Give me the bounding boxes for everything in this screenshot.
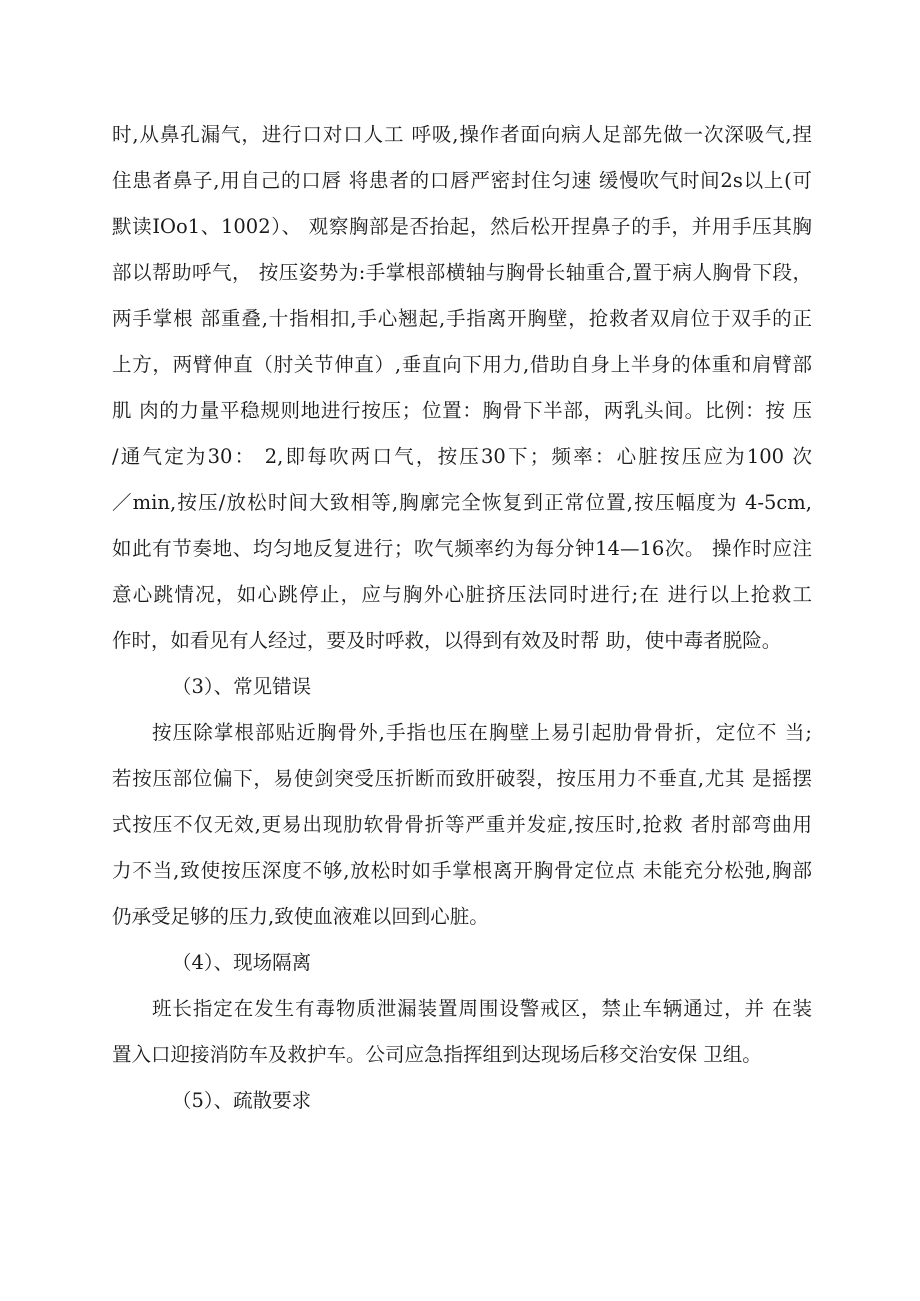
- section-heading-site-isolation: （4）、现场隔离: [172, 951, 312, 974]
- text-line: /通气定为30： 2,即每吹两口气，按压30下；频率：心脏按压应为100 次: [112, 445, 812, 468]
- text-line: 如此有节奏地、均匀地反复进行；吹气频率约为每分钟14—16次。 操作时应注: [112, 537, 812, 560]
- text-line: 力不当,致使按压深度不够,放松时如手掌根离开胸骨定位点 未能充分松弛,胸部: [112, 859, 812, 882]
- text-line: 上方，两臂伸直（肘关节伸直）,垂直向下用力,借助自身上半身的体重和肩臂部: [112, 353, 812, 376]
- text-line: 住患者鼻子,用自己的口唇 将患者的口唇严密封住匀速 缓慢吹气时间2s以上(可: [112, 169, 812, 192]
- text-line: 时,从鼻孔漏气，进行口对口人工 呼吸,操作者面向病人足部先做一次深吸气,捏: [112, 123, 812, 146]
- text-line: 置入口迎接消防车及救护车。公司应急指挥组到达现场后移交治安保 卫组。: [112, 1043, 762, 1066]
- section-heading-common-errors: （3）、常见错误: [172, 675, 312, 698]
- text-line: ／min,按压/放松时间大致相等,胸廓完全恢复到正常位置,按压幅度为 4-5cm,: [112, 491, 812, 514]
- text-line: 部以帮助呼气， 按压姿势为:手掌根部横轴与胸骨长轴重合,置于病人胸骨下段，: [112, 261, 812, 284]
- text-line: 默读IOo1、1002）、 观察胸部是否抬起，然后松开捏鼻子的手，并用手压其胸: [112, 215, 812, 238]
- text-line: 按压除掌根部贴近胸骨外,手指也压在胸壁上易引起肋骨骨折，定位不 当;: [152, 721, 812, 744]
- text-line: 作时，如看见有人经过，要及时呼救，以得到有效及时帮 助，使中毒者脱险。: [112, 629, 782, 652]
- paragraph-cpr-procedure: [112, 112, 812, 664]
- text-line: 肌 肉的力量平稳规则地进行按压；位置：胸骨下半部，两乳头间。比例：按 压: [112, 399, 812, 422]
- paragraph-site-isolation: [112, 986, 812, 1078]
- document-body: [112, 112, 812, 1124]
- text-line: 两手掌根 部重叠,十指相扣,手心翘起,手指离开胸壁，抢救者双肩位于双手的正: [112, 307, 812, 330]
- section-heading-evacuation: （5）、疏散要求: [172, 1089, 312, 1112]
- text-line: 班长指定在发生有毒物质泄漏装置周围设警戒区，禁止车辆通过，并 在装: [152, 997, 812, 1020]
- text-line: 式按压不仅无效,更易出现肋软骨骨折等严重并发症,按压时,抢救 者肘部弯曲用: [112, 813, 812, 836]
- text-line: 仍承受足够的压力,致使血液难以回到心脏。: [112, 905, 489, 928]
- text-line: 意心跳情况，如心跳停止，应与胸外心脏挤压法同时进行;在 进行以上抢救工: [112, 583, 812, 606]
- text-line: 若按压部位偏下，易使剑突受压折断而致肝破裂，按压用力不垂直,尤其 是摇摆: [112, 767, 812, 790]
- paragraph-common-errors: [112, 710, 812, 940]
